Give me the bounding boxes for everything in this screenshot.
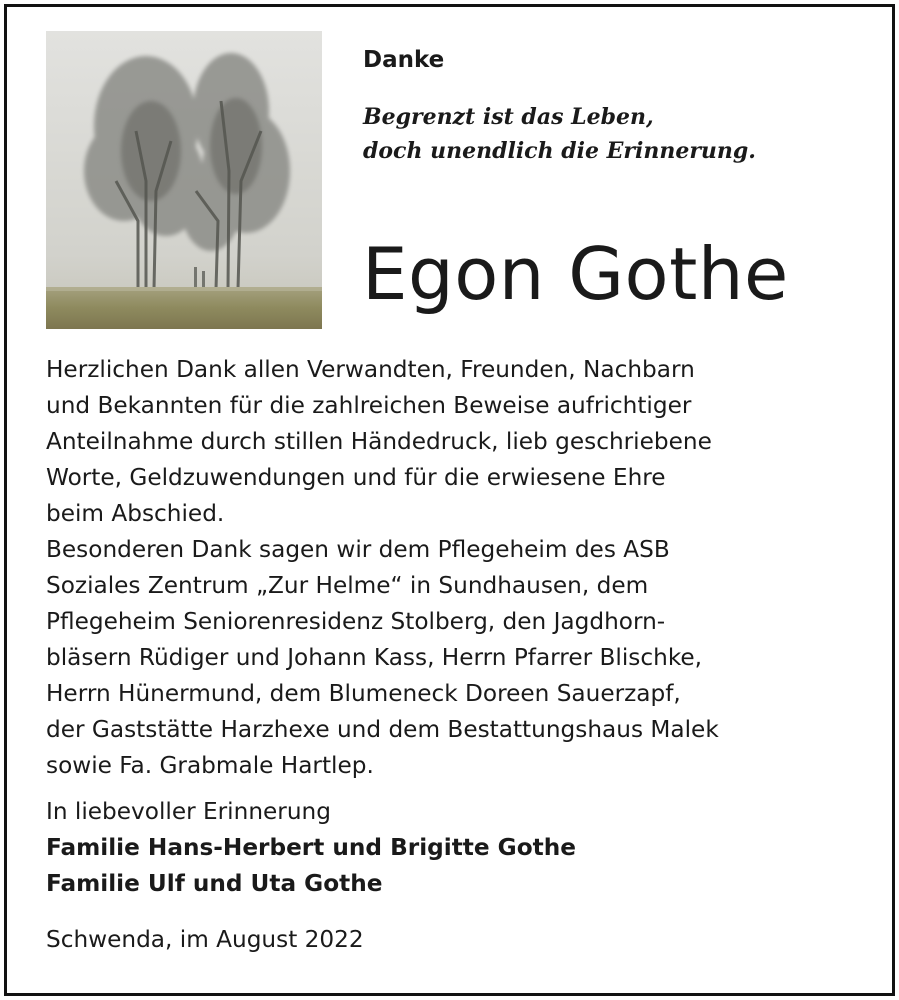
text-line: bläsern Rüdiger und Johann Kass, Herrn Pfarrer Blischke, [46, 644, 703, 671]
text-line: sowie Fa. Grabmale Hartlep. [46, 752, 374, 779]
motto-line: doch unendlich die Erinnerung. [363, 138, 756, 164]
text-line: Herzlichen Dank allen Verwandten, Freunden, Nachbarn [46, 356, 695, 383]
text-line: Herrn Hünermund, dem Blumeneck Doreen Sauerzapf, [46, 680, 681, 707]
text-line: und Bekannten für die zahlreichen Beweise aufrichtiger [46, 392, 692, 419]
motto [363, 100, 863, 168]
text-line: der Gaststätte Harzhexe und dem Bestattungshaus Malek [46, 716, 719, 743]
thank-you-text [46, 352, 846, 784]
text-line: Pflegeheim Seniorenresidenz Stolberg, den Jagdhorn- [46, 608, 666, 635]
deceased-name: Egon Gothe [362, 232, 789, 316]
signature-intro: In liebevoller Erinnerung [46, 798, 331, 825]
text-line: beim Abschied. [46, 500, 225, 527]
text-line: Worte, Geldzuwendungen und für die erwiesene Ehre [46, 464, 666, 491]
text-line: Anteilnahme durch stillen Händedruck, lieb geschriebene [46, 428, 712, 455]
motto-line: Begrenzt ist das Leben, [363, 104, 654, 130]
family-name: Familie Ulf und Uta Gothe [46, 870, 383, 897]
heading-danke: Danke [363, 47, 445, 73]
family-name: Familie Hans-Herbert und Brigitte Gothe [46, 834, 576, 861]
misty-trees-photo [46, 31, 322, 329]
text-line: Soziales Zentrum „Zur Helme“ in Sundhausen, dem [46, 572, 649, 599]
signature-block [46, 794, 846, 902]
text-line: Besonderen Dank sagen wir dem Pflegeheim des ASB [46, 536, 670, 563]
place-date: Schwenda, im August 2022 [46, 926, 364, 953]
